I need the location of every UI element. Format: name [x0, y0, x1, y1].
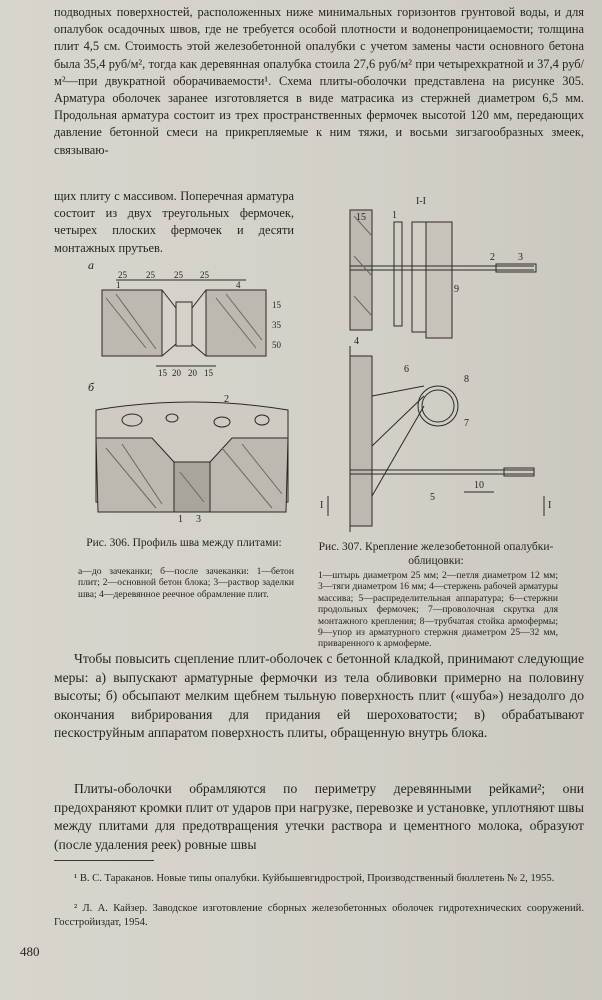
fig306-b-mark-2: 2	[224, 394, 229, 405]
fig307-caption: Рис. 307. Крепление железобетонной опалубки-облицовки:	[318, 541, 554, 567]
fig306-mark-1: 1	[116, 280, 121, 290]
fig306-dim-side-1: 15	[272, 300, 281, 310]
page-number: 480	[20, 944, 40, 959]
fig307-section-mark-left: I	[320, 500, 324, 511]
paragraph-3: Плиты-оболочки обрамляются по периметру деревянными рейками²; они предохраняют кромки плит от ударов при нагрузке, перевозке и установке, уплотняют швы между плитами для предотвращения утечки раствора и цементного молока, образуют (после удаления реек) ровные швы	[54, 781, 584, 852]
fig306-dim-bottom-1: 15	[158, 368, 167, 378]
fig307-mark-3: 3	[518, 252, 523, 263]
fig307-mark-5: 5	[430, 492, 435, 503]
fig306-label-a: а	[88, 258, 94, 272]
fig307-section-label: I-I	[416, 196, 426, 207]
fig306-drawing-a	[96, 268, 296, 380]
fig306-dim-bottom-3: 20	[188, 368, 197, 378]
footnote-2: ² Л. А. Кайзер. Заводское изготовление сборных железобетонных оболочек гидротехнических сооружений. Госстройиздат, 1954.	[54, 903, 584, 928]
fig306-dim-top-3: 25	[174, 270, 183, 280]
fig307-dim: 15	[356, 212, 366, 223]
fig306-legend: а—до зачеканки; б—после зачеканки: 1—бетон плит; 2—основной бетон блока; 3—раствор заделки шва; 4—деревянное реечное обрамление плит.	[78, 566, 294, 600]
fig307-mark-1: 1	[392, 210, 397, 221]
fig307-mark-9: 9	[454, 284, 459, 295]
fig307-mark-6: 6	[404, 364, 409, 375]
fig307-section-mark-right: I	[548, 500, 552, 511]
fig306-dim-side-3: 50	[272, 340, 281, 350]
fig306-dim-top-1: 25	[118, 270, 127, 280]
fig306-drawing-b	[92, 392, 292, 524]
fig306-dim-bottom-2: 20	[172, 368, 181, 378]
fig307-mark-4: 4	[354, 336, 359, 347]
fig306-dim-top-2: 25	[146, 270, 155, 280]
fig307-drawing	[304, 196, 554, 532]
footnote-divider	[54, 860, 154, 861]
fig306-dim-top-4: 25	[200, 270, 209, 280]
fig306-dim-side-2: 35	[272, 320, 281, 330]
fig306-dim-bottom-4: 15	[204, 368, 213, 378]
fig306-caption: Рис. 306. Профиль шва между плитами:	[86, 537, 282, 549]
footnote-1: ¹ В. С. Тараканов. Новые типы опалубки. Куйбышевгидрострой, Производственный бюллетень № 2, 1955.	[74, 873, 555, 884]
fig307-mark-8: 8	[464, 374, 469, 385]
fig307-mark-7: 7	[464, 418, 469, 429]
fig306-mark-4: 4	[236, 280, 241, 290]
fig306-b-mark-1: 1	[178, 514, 183, 524]
fig307-legend: 1—штырь диаметром 25 мм; 2—петля диаметром 12 мм; 3—тяги диаметром 16 мм; 4—стержень рабочей арматуры массива; 5—распределительная аппаратура; 6—стержни продольных фермочек; 7—проволочная скрутка для монтажного крепления; 8—трубчатая стойка армофермы; 9—упор из арматурного стержня диаметром 25—32 мм, приваренного к армоферме.	[318, 570, 558, 650]
paragraph-2: Чтобы повысить сцепление плит-оболочек с бетонной кладкой, принимают следующие меры: а) выпускают арматурные фермочки из тела обливовки примерно на половину высоты; б) обсыпают мелким щебнем тыльную поверхность плит («шуба») незадолго до окончания вибрирования для придания ей шероховатости; в) обрабатывают пескоструйным аппаратом поверхность плиты, обращенную внутрь блока.	[54, 651, 584, 741]
intro-paragraph: подводных поверхностей, расположенных ниже минимальных горизонтов грунтовой воды, и для опалубок осадочных швов, где не требуется особой плотности и водонепроницаемости; толщина плит 4,5 см. Стоимость этой железобетонной опалубки с учетом замены части основного бетона была 35,4 руб/м², тогда как деревянная опалубка стоила 27,6 руб/м² при четырехкратной и 37,4 руб/м²—при двукратной оборачиваемости¹. Схема плиты-оболочки представлена на рисунке 305. Арматура оболочек заранее изготовляется в виде матрасика из стержней диаметром 6,5 мм. Продольная арматура состоит из трех пространственных фермочек высотой 120 мм, передающих давление бетонной смеси на прикрепляемые к ним тяжи, и восьми зигзагообразных змеек, связываю-	[54, 5, 584, 157]
fig307-dim-bottom: 10	[474, 480, 484, 491]
fig306-b-mark-3: 3	[196, 514, 201, 524]
fig306-label-b: б	[88, 380, 95, 394]
intro-continuation: щих плиту с массивом. Поперечная арматура состоит из двух треугольных фермочек, четырех плоских фермочек и десяти монтажных прутьев.	[54, 189, 294, 255]
fig307-mark-2: 2	[490, 252, 495, 263]
